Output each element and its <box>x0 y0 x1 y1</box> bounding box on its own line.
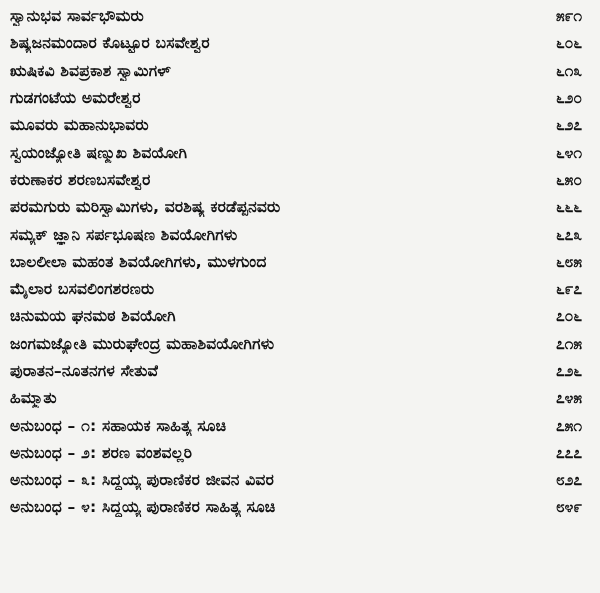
toc-entry-page: ೭೭೭ <box>555 443 582 462</box>
toc-entry-page: ೬೪೧ <box>555 143 582 162</box>
toc-entry-title: ಜಂಗಮಜ್ಯೋತಿ ಮುರುಘೇಂದ್ರ ಮಹಾಶಿವಯೋಗಿಗಳು <box>10 334 275 353</box>
toc-entry-title: ಶಿಷ್ಯಜನಮಂದಾರ ಕೊಟ್ಟೂರ ಬಸವೇಶ್ವರ <box>10 34 210 53</box>
toc-entry-page: ೬೧೩ <box>555 61 582 80</box>
toc-entry <box>10 276 582 303</box>
toc-entry-page: ೮೨೭ <box>555 471 582 490</box>
toc-entry <box>10 249 582 276</box>
toc-entry-title: ಸ್ವಯಂಜ್ಯೋತಿ ಷಣ್ಮುಖ ಶಿವಯೋಗಿ <box>10 143 188 162</box>
toc-entry <box>10 221 582 248</box>
toc-entry-page: ೬೫೦ <box>555 170 582 189</box>
toc-entry <box>10 494 582 521</box>
toc-entry-title: ಮೈಲಾರ ಬಸವಲಿಂಗಶರಣರು <box>10 280 155 299</box>
toc-entry-page: ೫೯೧ <box>555 7 582 26</box>
toc-entry <box>10 30 582 57</box>
toc-entry-page: ೬೯೭ <box>555 280 582 299</box>
toc-entry <box>10 85 582 112</box>
toc-entry-page: ೬೦೬ <box>555 34 582 53</box>
toc-entry-title: ಚಿನುಮಯ ಘನಮಠ ಶಿವಯೋಗಿ <box>10 307 176 326</box>
toc-entry-title: ಕರುಣಾಕರ ಶರಣಬಸವೇಶ್ವರ <box>10 170 151 189</box>
toc-entry-page: ೬೭೩ <box>555 225 582 244</box>
toc-entry-page: ೮೪೯ <box>555 498 582 517</box>
toc-entry-title: ಅನುಬಂಧ – ೧: ಸಹಾಯಕ ಸಾಹಿತ್ಯ ಸೂಚಿ <box>10 416 227 435</box>
toc-entry-title: ಪರಮಗುರು ಮರಿಸ್ವಾಮಿಗಳು, ವರಶಿಷ್ಯ ಕರಡೆಪ್ಪನವರು <box>10 198 281 217</box>
toc-entry <box>10 3 582 30</box>
toc-entry <box>10 358 582 385</box>
toc-entry-page: ೭೦೬ <box>555 307 582 326</box>
toc-entry <box>10 303 582 330</box>
toc-entry <box>10 167 582 194</box>
toc-entry-title: ಋಷಿಕವಿ ಶಿವಪ್ರಕಾಶ ಸ್ವಾಮಿಗಳ್ <box>10 61 171 80</box>
toc-entry-title: ಹಿಮ್ಮಾತು <box>10 389 57 408</box>
toc-entry-title: ಅನುಬಂಧ – ೩: ಸಿದ್ದಯ್ಯ ಪುರಾಣಿಕರ ಜೀವನ ವಿವರ <box>10 471 274 490</box>
toc-entry-title: ಸಮ್ಯಕ್ ಜ್ಞಾನಿ ಸರ್ಪಭೂಷಣ ಶಿವಯೋಗಿಗಳು <box>10 225 238 244</box>
toc-entry <box>10 412 582 439</box>
toc-entry <box>10 467 582 494</box>
toc-entry-title: ಅನುಬಂಧ – ೨: ಶರಣ ವಂಶವಲ್ಲರಿ <box>10 443 193 462</box>
toc-entry-title: ಗುಡಗಂಟೆಯ ಅಮರೇಶ್ವರ <box>10 89 141 108</box>
toc-entry-page: ೭೪೫ <box>555 389 582 408</box>
toc-entry <box>10 331 582 358</box>
toc-entry-page: ೭೫೧ <box>555 416 582 435</box>
toc-entry-title: ಬಾಲಲೀಲಾ ಮಹಂತ ಶಿವಯೋಗಿಗಳು, ಮುಳಗುಂದ <box>10 252 267 271</box>
toc-entry-title: ಅನುಬಂಧ – ೪: ಸಿದ್ದಯ್ಯ ಪುರಾಣಿಕರ ಸಾಹಿತ್ಯ ಸೂಚಿ <box>10 498 276 517</box>
toc-entry-title: ಮೂವರು ಮಹಾನುಭಾವರು <box>10 116 149 135</box>
toc-entry <box>10 194 582 221</box>
toc-entry-page: ೭೧೫ <box>555 334 582 353</box>
toc-entry-page: ೬೨೦ <box>555 89 582 108</box>
toc-entry-title: ಪುರಾತನ–ನೂತನಗಳ ಸೇತುವೆ <box>10 362 159 380</box>
toc-entry <box>10 385 582 412</box>
toc-entry <box>10 58 582 85</box>
toc-entry-page: ೬೮೫ <box>555 252 582 271</box>
toc-entry <box>10 440 582 467</box>
toc-entry-page: ೬೨೭ <box>555 116 582 135</box>
toc-entry <box>10 139 582 166</box>
toc-entry-page: ೬೬೬ <box>555 198 582 217</box>
toc-entry <box>10 112 582 139</box>
toc-entry-page: ೭೨೬ <box>555 362 582 380</box>
toc-entry-title: ಸ್ವಾನುಭವ ಸಾರ್ವಭೌಮರು <box>10 7 144 26</box>
